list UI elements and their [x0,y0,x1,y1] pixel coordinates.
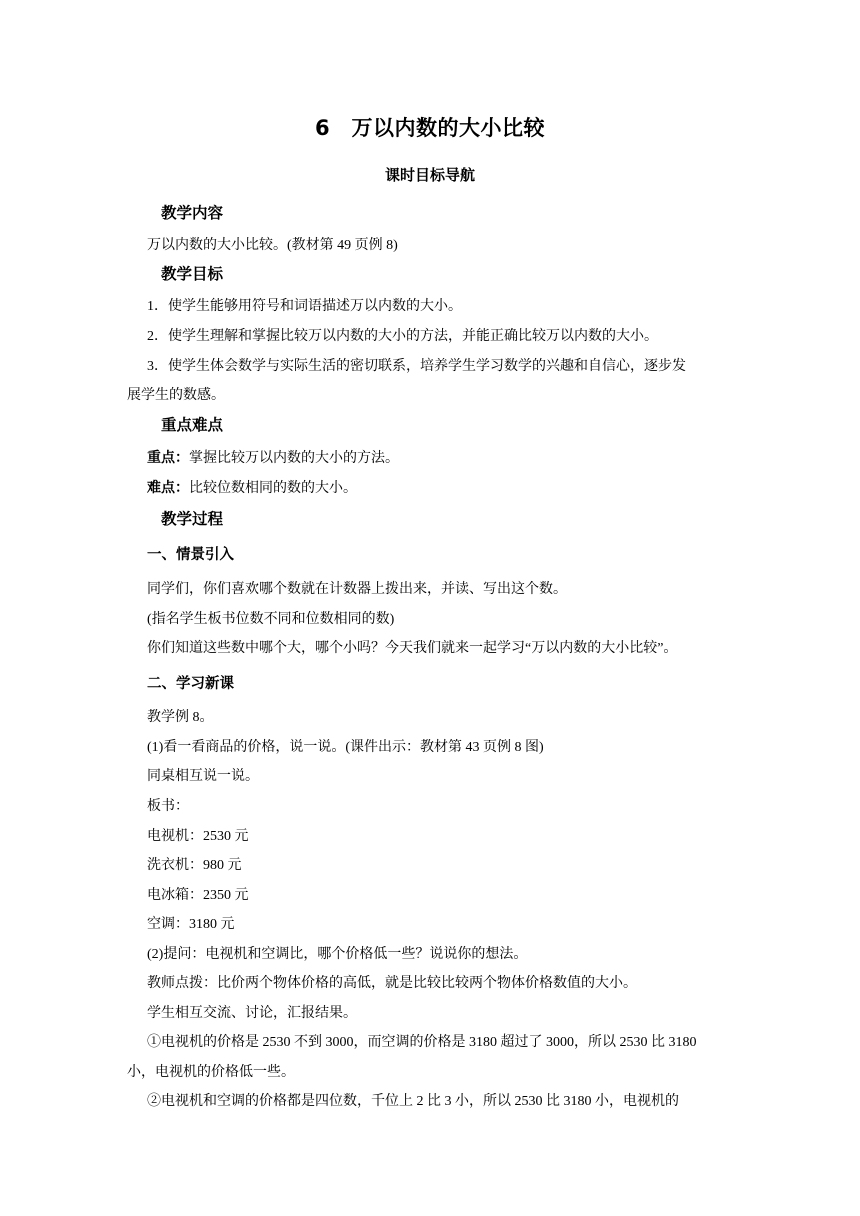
lesson-para-1: 教学例 8。 [147,710,214,725]
lesson-para-9: (2)提问：电视机和空调比，哪个价格低一些？说说你的想法。 [147,947,528,962]
page-subtitle: 课时目标导航 [384,166,475,184]
price-fridge: 电冰箱：2350 元 [147,888,249,903]
difficulty-text: 比较位数相同的数的大小。 [189,481,357,496]
difficulty-line [147,477,357,497]
lesson-para-13: ②电视机和空调的价格都是四位数，千位上 2 比 3 小，所以 2530 比 3180 小，电视机的 [147,1094,679,1109]
difficulty-label: 难点： [147,481,189,496]
teaching-content-text: 万以内数的大小比较。(教材第 49 页例 8) [147,238,398,253]
key-point-line [147,447,399,467]
lesson-para-3: 同桌相互说一说。 [147,769,259,784]
goal-2: 2．使学生理解和掌握比较万以内数的大小的方法，并能正确比较万以内数的大小。 [147,329,658,344]
intro-para-2: (指名学生板书位数不同和位数相同的数) [147,612,395,627]
goal-3-line-1: 3．使学生体会数学与实际生活的密切联系，培养学生学习数学的兴趣和自信心，逐步发 [147,359,686,374]
heading-teaching-goals: 教学目标 [161,265,224,283]
lesson-para-12-line-1: ①电视机的价格是 2530 不到 3000，而空调的价格是 3180 超过了 3000，所以 2530 比 3180 [147,1035,697,1050]
goal-3-line-2: 展学生的数感。 [127,388,225,403]
heading-teaching-process: 教学过程 [161,510,224,528]
heading-teaching-content: 教学内容 [161,204,224,222]
heading-new-lesson: 二、学习新课 [147,676,234,692]
heading-intro: 一、情景引入 [147,547,234,563]
lesson-para-12-line-2: 小，电视机的价格低一些。 [127,1065,295,1080]
key-point-text: 掌握比较万以内数的大小的方法。 [189,451,399,466]
price-ac: 空调：3180 元 [147,917,235,932]
price-washer: 洗衣机：980 元 [147,858,242,873]
lesson-para-11: 学生相互交流、讨论，汇报结果。 [147,1006,357,1021]
lesson-para-10: 教师点拨：比价两个物体价格的高低，就是比较比较两个物体价格数值的大小。 [147,976,637,991]
lesson-para-2: (1)看一看商品的价格，说一说。(课件出示：教材第 43 页例 8 图) [147,740,544,755]
heading-key-points: 重点难点 [161,416,224,434]
lesson-para-4: 板书： [147,799,189,814]
goal-1: 1．使学生能够用符号和词语描述万以内数的大小。 [147,299,462,314]
page-title: 6 万以内数的大小比较 [314,116,546,140]
intro-para-3: 你们知道这些数中哪个大，哪个小吗？今天我们就来一起学习“万以内数的大小比较”。 [147,641,678,656]
intro-para-1: 同学们，你们喜欢哪个数就在计数器上拨出来，并读、写出这个数。 [147,582,567,597]
price-tv: 电视机：2530 元 [147,829,249,844]
key-point-label: 重点： [147,451,189,466]
